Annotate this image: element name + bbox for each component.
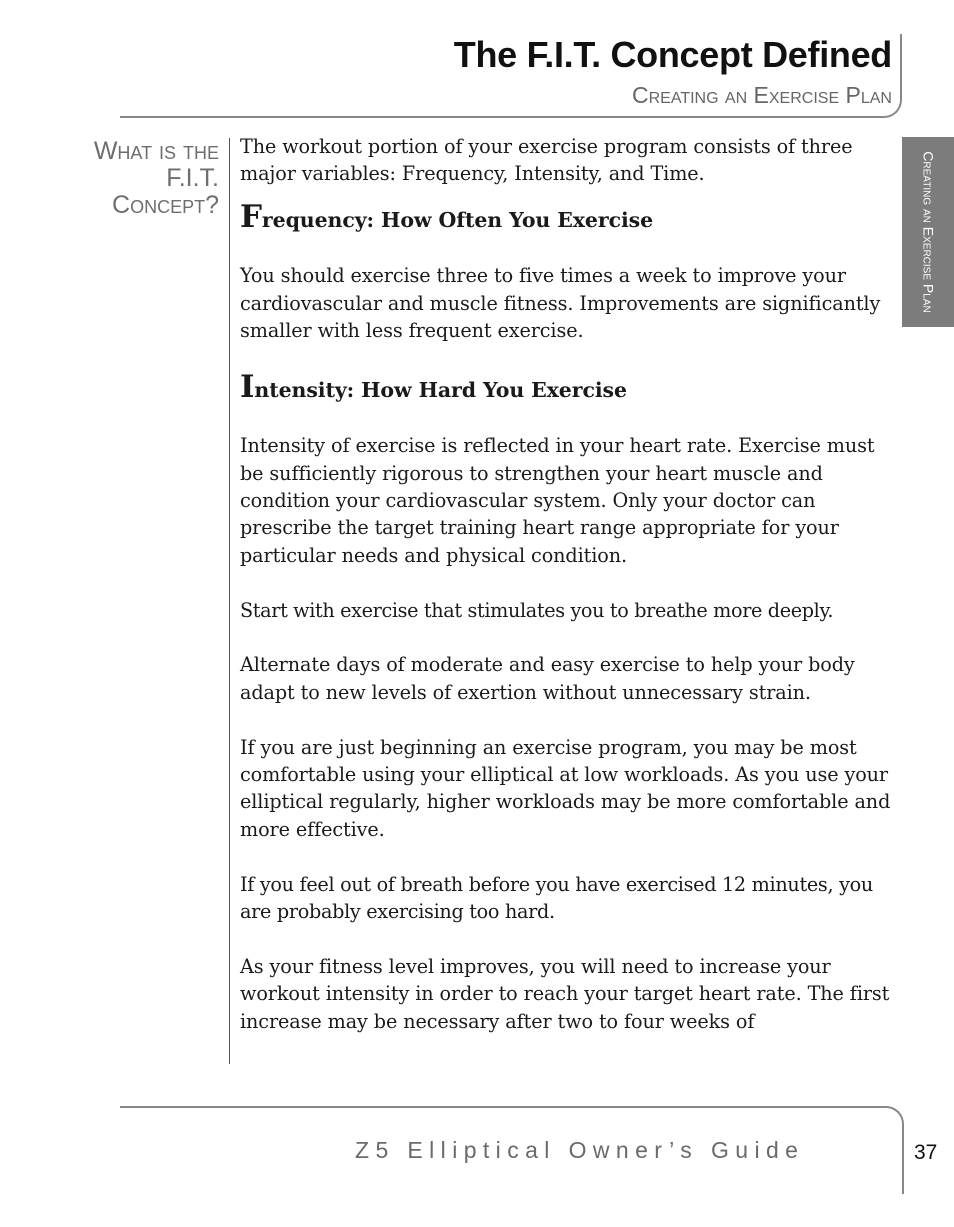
intensity-subheading-text: ntensity: How Hard You Exercise <box>254 377 627 402</box>
chapter-side-tab <box>902 137 954 327</box>
page-number: 37 <box>914 1141 938 1164</box>
intensity-paragraph: Start with exercise that stimulates you to breathe more deeply. <box>240 598 834 622</box>
chapter-side-tab-label: Creating an Exercise Plan <box>920 151 937 313</box>
section-heading <box>39 138 219 219</box>
intensity-paragraph: If you are just beginning an exercise program, you may be most comfortable using your elliptical at low workloads. As you use your elliptical regularly, higher workloads may be more comfortable and more effective. <box>240 735 891 841</box>
intensity-dropcap: I <box>240 368 255 405</box>
intensity-paragraph: If you feel out of breath before you have exercised 12 minutes, you are probably exercising too hard. <box>240 872 873 924</box>
frequency-subheading <box>240 198 892 235</box>
section-heading-line: What is the <box>93 137 219 165</box>
section-heading-line: Concept? <box>112 191 219 219</box>
intensity-paragraph: Alternate days of moderate and easy exercise to help your body adapt to new levels of exertion without unnecessary strain. <box>240 653 855 704</box>
body-content <box>240 133 892 1035</box>
frequency-subheading-text: requency: How Often You Exercise <box>261 207 654 232</box>
section-heading-line: F.I.T. <box>166 164 219 192</box>
guide-title: Z5 Elliptical Owner’s Guide <box>355 1137 805 1163</box>
intensity-subheading <box>240 368 892 405</box>
frequency-dropcap: F <box>240 198 262 235</box>
intro-paragraph: The workout portion of your exercise program consists of three major variables: Frequency, Intensity, and Time. <box>240 135 853 186</box>
intensity-paragraph: As your fitness level improves, you will need to increase your workout intensity in order to reach your target heart rate. The first increase may be necessary after two to four weeks of <box>240 954 890 1033</box>
page-subtitle: Creating an Exercise Plan <box>632 82 892 108</box>
frequency-paragraph: You should exercise three to five times a week to improve your cardiovascular and muscle fitness. Improvements are significantly smaller with less frequent exercise. <box>240 264 881 343</box>
column-divider <box>229 138 230 1064</box>
intensity-paragraph: Intensity of exercise is reflected in your heart rate. Exercise must be sufficiently rigorous to strengthen your heart muscle and condition your cardiovascular system. Only your doctor can prescribe the target training heart range appropriate for your particular needs and physical condition. <box>240 434 875 567</box>
page-title: The F.I.T. Concept Defined <box>453 34 892 75</box>
